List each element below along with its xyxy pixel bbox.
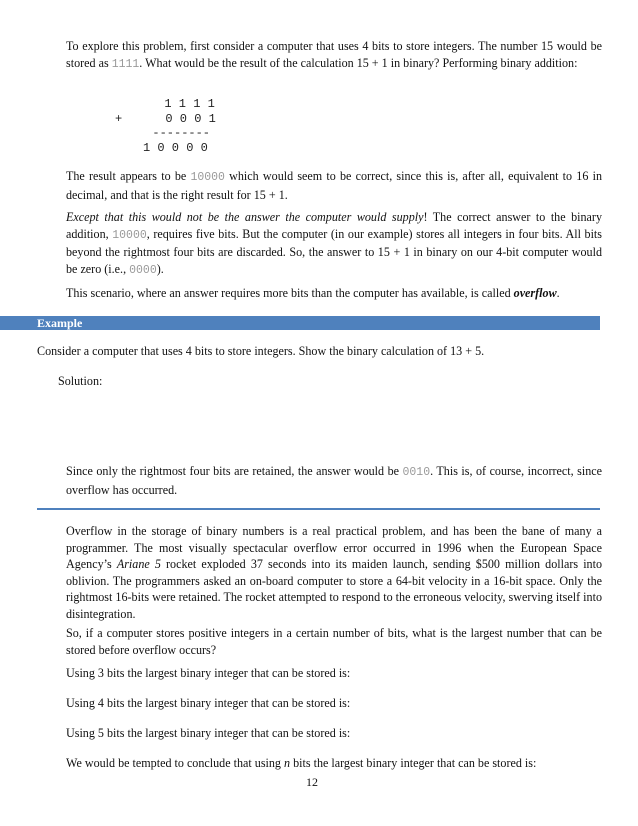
n-bits-text-2: bits the largest binary integer that can be stored is: bbox=[290, 756, 537, 770]
overflow-term: overflow bbox=[513, 286, 557, 300]
example-heading-bar bbox=[0, 316, 600, 330]
result-text-2: which would seem to be correct, since this is, after all, equivalent to 16 in decimal, and that is the right result for 15 + 1. bbox=[66, 169, 602, 202]
answer-text: Since only the rightmost four bits are retained, the answer would be bbox=[66, 464, 403, 478]
n-bits-line bbox=[66, 755, 536, 772]
ariane-name: Ariane 5 bbox=[116, 557, 161, 571]
result-paragraph bbox=[66, 168, 602, 203]
scenario-text: This scenario, where an answer requires more bits than the computer has available, is called bbox=[66, 286, 514, 300]
code-1111: 1111 bbox=[111, 57, 140, 71]
example-heading: Example bbox=[37, 316, 83, 330]
code-0000: 0000 bbox=[129, 263, 157, 277]
bits-5-line: Using 5 bits the largest binary integer that can be stored is: bbox=[66, 726, 351, 740]
solution-label: Solution: bbox=[58, 374, 103, 388]
result-text: The result appears to be bbox=[66, 169, 191, 183]
calc-rule: -------- bbox=[138, 126, 211, 140]
n-bits-text: We would be tempted to conclude that using bbox=[66, 756, 285, 770]
scenario-paragraph bbox=[66, 285, 602, 302]
ariane-text-2: rocket exploded 37 seconds into its maiden launch, sending $500 million dollars into oblivion. The programmers asked an on-board computer to store a 64-bit velocity in a 16-bit space. Only the rightmost 16-bits were retained. The rocket attempted to respond to the erroneous velocity, swerving itself into disintegration. bbox=[66, 557, 603, 621]
code-0010: 0010 bbox=[402, 466, 431, 479]
except-text-2: , requires five bits. But the computer (in our example) stores all integers in four bits. All bits beyond the rightmost four bits are discarded. So, the answer to 15 + 1 in binary on our 4-bit computer would be zero (i.e., bbox=[66, 226, 602, 276]
except-text-3: ). bbox=[156, 261, 164, 276]
answer-text-2: . This is, of course, incorrect, since overflow has occurred. bbox=[66, 464, 602, 497]
code-10000: 10000 bbox=[190, 171, 225, 184]
ariane-text: Overflow in the storage of binary numbers is a real practical problem, and has been the bane of many a programmer. The most visually spectacular overflow error occurred in 1996 when the European Space Agency’s bbox=[66, 524, 602, 571]
intro-text: To explore this problem, first consider a computer that uses 4 bits to store integers. The number 15 would be stored as bbox=[66, 39, 602, 70]
n-variable: n bbox=[284, 756, 291, 770]
except-text: ! The correct answer to the binary addition, bbox=[66, 210, 602, 241]
calc-row-1: 1 1 1 1 bbox=[150, 97, 215, 111]
calc-row-2: + 0 0 0 1 bbox=[115, 112, 216, 126]
example-question: Consider a computer that uses 4 bits to store integers. Show the binary calculation of 13 + 5. bbox=[37, 344, 485, 358]
page-number: 12 bbox=[306, 775, 318, 789]
code-10000-b: 10000 bbox=[112, 228, 147, 242]
scenario-text-2: . bbox=[556, 286, 560, 300]
calc-result-row: 1 0 0 0 0 bbox=[143, 141, 208, 155]
except-italic: Except that this would not be the answer the computer would supply bbox=[66, 210, 424, 224]
section-divider bbox=[37, 508, 600, 510]
intro-paragraph bbox=[66, 38, 602, 73]
bits-4-line: Using 4 bits the largest binary integer that can be stored is: bbox=[66, 696, 351, 710]
intro-text-2: . What would be the result of the calculation 15 + 1 in binary? Performing binary addition: bbox=[139, 55, 578, 70]
example-answer bbox=[66, 463, 602, 498]
except-paragraph bbox=[66, 209, 602, 279]
question-paragraph: So, if a computer stores positive integers in a certain number of bits, what is the largest number that can be stored before overflow occurs? bbox=[66, 626, 602, 657]
bits-3-line: Using 3 bits the largest binary integer that can be stored is: bbox=[66, 666, 351, 680]
ariane-paragraph bbox=[66, 523, 602, 622]
